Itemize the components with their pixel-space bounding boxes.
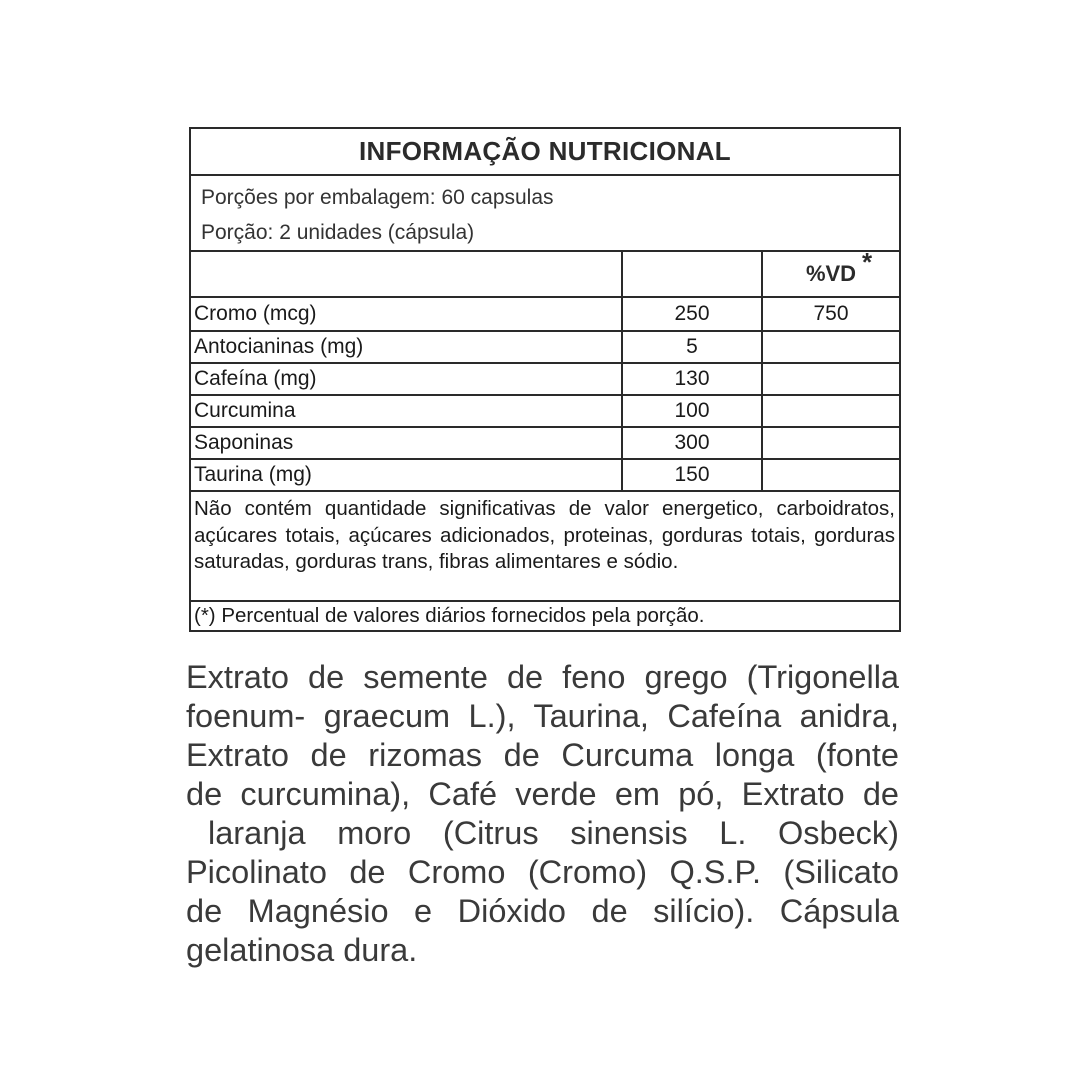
row-quantity: 5: [623, 332, 763, 362]
daily-value-label: [805, 247, 873, 287]
row-name: Curcumina: [191, 396, 623, 426]
header-quantity-cell: [623, 252, 763, 296]
ingredients-line: laranja moro (Citrus sinensis L. Osbeck): [208, 815, 899, 851]
row-name: Cafeína (mg): [191, 364, 623, 394]
row-daily-value: [763, 396, 899, 426]
header-name-cell: [191, 252, 623, 296]
ingredients-line: de curcumina), Café verde em pó, Extrato de: [186, 776, 899, 812]
row-quantity: 250: [623, 298, 763, 330]
row-name: Antocianinas (mg): [191, 332, 623, 362]
row-quantity: 130: [623, 364, 763, 394]
table-row: [191, 364, 899, 396]
table-title: INFORMAÇÃO NUTRICIONAL: [191, 129, 899, 176]
row-quantity: 100: [623, 396, 763, 426]
row-daily-value: [763, 460, 899, 490]
table-row: [191, 396, 899, 428]
nutrition-note: Não contém quantidade significativas de valor energetico, carboidratos, açúcares totais, açúcares adicionados, proteinas, gorduras totais, gorduras saturadas, gorduras trans, fibras alimentares e sódio.: [191, 490, 899, 602]
serving-size: Porção: 2 unidades (cápsula): [201, 221, 475, 244]
row-name: Taurina (mg): [191, 460, 623, 490]
row-name: Saponinas: [191, 428, 623, 458]
header-daily-value-cell: [763, 247, 899, 296]
ingredients-line: Extrato de semente de feno grego (Trigonella: [186, 659, 899, 695]
row-daily-value: 750: [813, 302, 849, 325]
table-row: [191, 460, 899, 490]
table-row: [191, 298, 899, 332]
row-daily-value: [763, 364, 899, 394]
table-row: [191, 428, 899, 460]
nutrition-facts-table: [189, 127, 901, 632]
row-daily-value: [763, 332, 899, 362]
ingredients-line: de Magnésio e Dióxido de silício). Cápsula: [186, 893, 899, 929]
ingredients-line: Extrato de rizomas de Curcuma longa (fonte: [186, 737, 899, 773]
ingredients-line: Picolinato de Cromo (Cromo) Q.S.P. (Silicato: [186, 854, 899, 890]
ingredients-text: [186, 658, 899, 970]
ingredients-line: foenum- graecum L.), Taurina, Cafeína anidra,: [186, 698, 899, 734]
row-name: Cromo (mcg): [191, 298, 623, 330]
portion-info: [191, 176, 899, 252]
row-quantity: 150: [623, 460, 763, 490]
daily-value-text: %VD: [805, 261, 857, 286]
daily-value-marker: *: [861, 247, 873, 277]
row-quantity: 300: [623, 428, 763, 458]
servings-per-package: Porções por embalagem: 60 capsulas: [201, 186, 554, 209]
daily-value-footnote: (*) Percentual de valores diários fornecidos pela porção.: [194, 604, 705, 627]
table-header-row: [191, 247, 899, 298]
row-daily-value: [763, 428, 899, 458]
ingredients-line: gelatinosa dura.: [186, 932, 418, 968]
table-row: [191, 332, 899, 364]
